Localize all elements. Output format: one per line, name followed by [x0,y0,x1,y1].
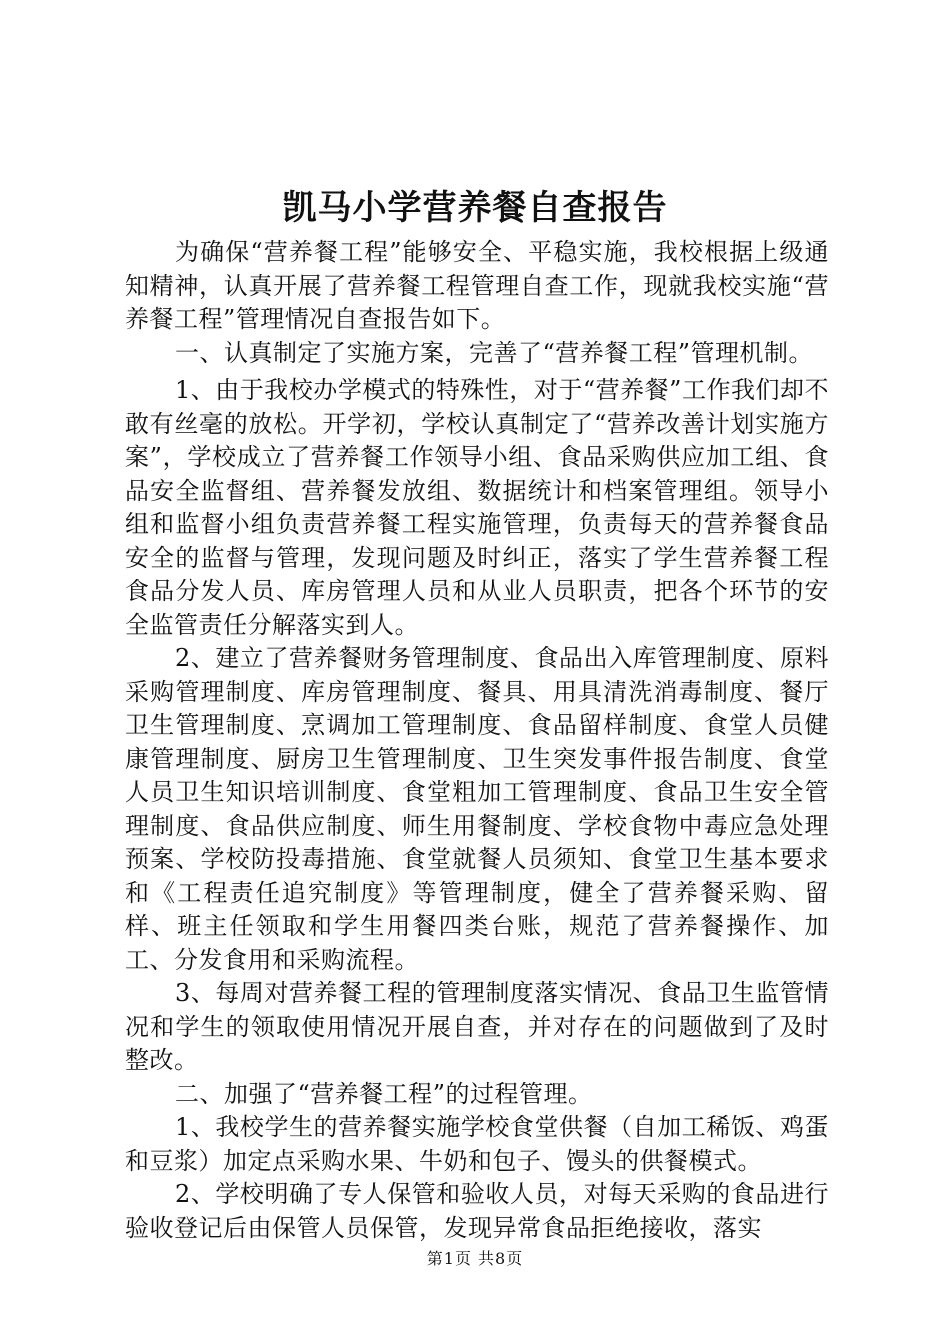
paragraph-section-2-heading: 二、加强了“营养餐工程”的过程管理。 [175,1079,593,1108]
paragraph-item-2-2: 2、学校明确了专人保管和验收人员，对每天采购的食品进行验收登记后由保管人员保管，发现异常食品拒绝接收，落实 [125,1180,829,1242]
paragraph-intro: 为确保“营养餐工程”能够安全、平稳实施，我校根据上级通知精神，认真开展了营养餐工程管理自查工作，现就我校实施“营养餐工程”管理情况自查报告如下。 [125,238,829,333]
page-number-footer: 第1页 共8页 [426,1249,524,1268]
document-body [125,236,829,1245]
document-title: 凯马小学营养餐自查报告 [282,188,668,228]
paragraph-section-1-heading: 一、认真制定了实施方案，完善了“营养餐工程”管理机制。 [175,338,814,367]
paragraph-item-1-2: 2、建立了营养餐财务管理制度、食品出入库管理制度、原料采购管理制度、库房管理制度、餐具、用具清洗消毒制度、餐厅卫生管理制度、烹调加工管理制度、食品留样制度、食堂人员健康管理制度、厨房卫生管理制度、卫生突发事件报告制度、食堂人员卫生知识培训制度、食堂粗加工管理制度、食品卫生安全管理制度、食品供应制度、师生用餐制度、学校食物中毒应急处理预案、学校防投毒措施、食堂就餐人员须知、食堂卫生基本要求和《工程责任追究制度》等管理制度，健全了营养餐采购、留样、班主任领取和学生用餐四类台账，规范了营养餐操作、加工、分发食用和采购流程。 [125,644,829,974]
paragraph-item-2-1: 1、我校学生的营养餐实施学校食堂供餐（自加工稀饭、鸡蛋和豆浆）加定点采购水果、牛奶和包子、馒头的供餐模式。 [125,1113,829,1175]
paragraph-item-1-3: 3、每周对营养餐工程的管理制度落实情况、食品卫生监管情况和学生的领取使用情况开展自查，并对存在的问题做到了及时整改。 [125,979,829,1074]
paragraph-item-1-1: 1、由于我校办学模式的特殊性，对于“营养餐”工作我们却不敢有丝毫的放松。开学初，学校认真制定了“营养改善计划实施方案”，学校成立了营养餐工作领导小组、食品采购供应加工组、食品安全监督组、营养餐发放组、数据统计和档案管理组。领导小组和监督小组负责营养餐工程实施管理，负责每天的营养餐食品安全的监督与管理，发现问题及时纠正，落实了学生营养餐工程食品分发人员、库房管理人员和从业人员职责，把各个环节的安全监管责任分解落实到人。 [125,376,829,639]
